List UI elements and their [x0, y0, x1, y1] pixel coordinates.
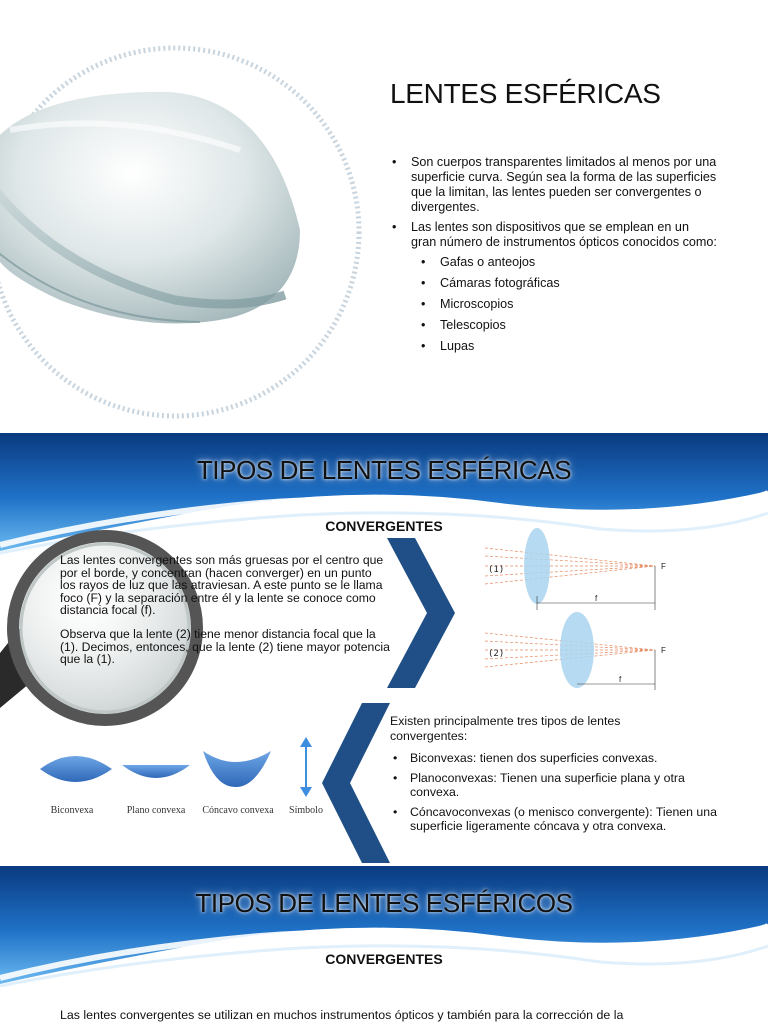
lens-label-biconvexa: Biconvexa — [50, 805, 94, 816]
meniscus-lens-shape — [203, 751, 271, 787]
instrument-item: • Microscopios — [411, 297, 717, 312]
lens-types-illustration — [35, 733, 365, 813]
slide-title: TIPOS DE LENTES ESFÉRICOS — [195, 888, 573, 918]
lens-label-concavo-convexa: Cóncavo convexa — [202, 805, 274, 816]
instrument-item: • Lupas — [411, 339, 717, 354]
slide-title: TIPOS DE LENTES ESFÉRICAS — [196, 455, 572, 485]
slide-tipos-lentes-esfericas — [0, 433, 768, 865]
chevron-right-icon — [387, 538, 467, 688]
lens-type-item: • Cóncavoconvexas (o menisco convergente): Tienen una superficie ligeramente cóncava y otra convexa. — [390, 805, 720, 834]
slide-lentes-esfericas — [0, 0, 768, 432]
paragraph-convergentes: Las lentes convergentes son más gruesas por el centro que por el borde, y concentran (hacen converger) en un punto los rayos de luz que las atraviesan. A este punto se le llama foco (F) y la separación entre él y la lente se conoce como distancia focal (f). — [60, 553, 384, 617]
instrument-item: • Cámaras fotográficas — [411, 276, 717, 291]
bullet-item: • Son cuerpos transparentes limitados al menos por una superficie curva. Según sea la forma de las superficies que la limitan, las lentes pueden ser convergentes o divergentes. — [392, 155, 717, 215]
slide-title: LENTES ESFÉRICAS — [390, 78, 661, 109]
lens-type-item: • Planoconvexas: Tienen una superficie plana y otra convexa. — [390, 771, 720, 800]
converging-symbol-icon — [300, 737, 312, 797]
diagram-label-1: (1) — [488, 565, 505, 575]
diagram-label-2: (2) — [488, 649, 505, 659]
lens-label-plano-convexa: Plano convexa — [126, 805, 186, 816]
lens-type-item: • Biconvexas: tienen dos superficies convexas. — [390, 751, 720, 766]
slide-tipos-lentes-esfericos — [0, 866, 768, 1024]
instrument-item: • Telescopios — [411, 318, 717, 333]
paragraph-potencia: Observa que la lente (2) tiene menor distancia focal que la (1). Decimos, entonces, que la lente (2) tiene mayor potencia que la (1). — [60, 627, 390, 666]
planoconvex-lens-shape — [122, 765, 190, 778]
focal-length-diagram — [485, 538, 665, 703]
chevron-left-icon — [322, 703, 392, 863]
biconvex-lens-shape — [40, 756, 112, 782]
focal-label: f — [619, 675, 622, 684]
slide-text: Las lentes convergentes se utilizan en muchos instrumentos ópticos y también para la corrección de la — [60, 1008, 624, 1022]
instrument-item: • Gafas o anteojos — [411, 255, 717, 270]
lens-label-simbolo: Símbolo — [289, 805, 323, 816]
bullet-list — [392, 155, 717, 360]
section-subtitle: CONVERGENTES — [325, 951, 443, 967]
focal-label: f — [595, 594, 598, 603]
instrument-list — [411, 255, 717, 354]
bullet-item — [392, 220, 717, 354]
focus-label: F — [661, 646, 666, 655]
focus-label: F — [661, 562, 666, 571]
lens-types-intro: Existen principalmente tres tipos de lentes convergentes: — [390, 714, 621, 743]
bullet-text: Las lentes son dispositivos que se emplean en un gran número de instrumentos ópticos conocidos como: — [411, 220, 717, 249]
section-subtitle: CONVERGENTES — [325, 518, 443, 534]
lens-types-list — [390, 751, 720, 839]
